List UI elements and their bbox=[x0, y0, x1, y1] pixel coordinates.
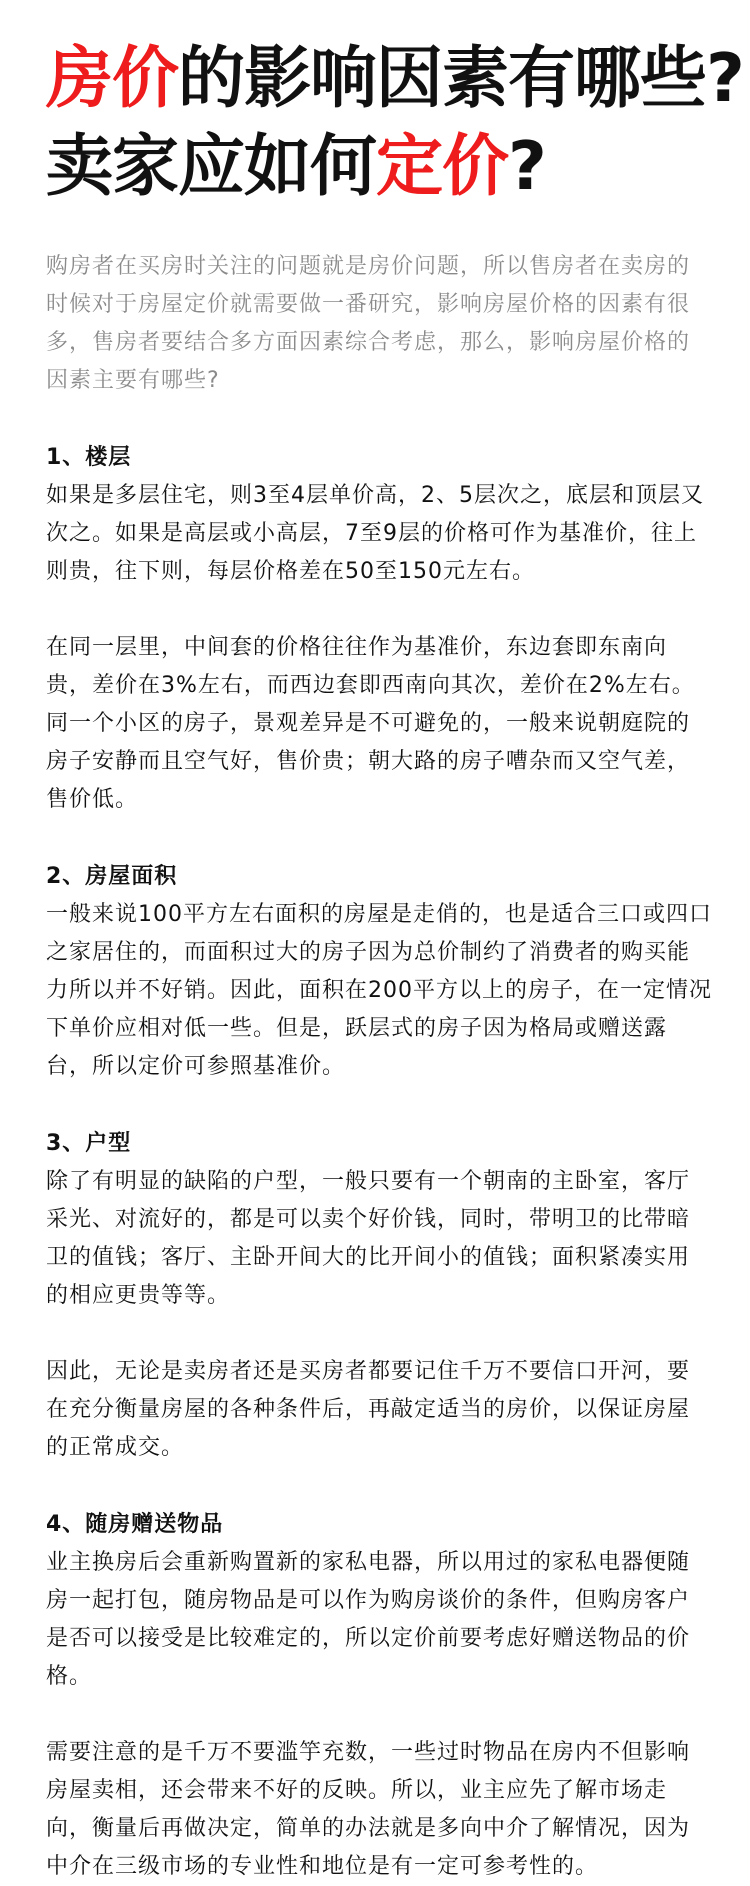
section-heading: 3、户型 bbox=[46, 1131, 132, 1156]
title-highlight-1: 房价 bbox=[46, 39, 178, 117]
title-text-3: ? bbox=[508, 127, 546, 205]
title-highlight-2: 定价 bbox=[376, 127, 508, 205]
title-text-1: 的影响因素有哪些? bbox=[178, 39, 744, 117]
intro-paragraph: 购房者在买房时关注的问题就是房价问题，所以售房者在卖房的时候对于房屋定价就需要做一番研究，影响房屋价格的因素有很多，售房者要结合多方面因素综合考虑，那么，影响房屋价格的因素主要有哪些? bbox=[46, 254, 691, 393]
section-paragraph: 在同一层里，中间套的价格往往作为基准价，东边套即东南向贵，差价在3%左右，而西边套即西南向其次，差价在2%左右。同一个小区的房子，景观差异是不可避免的，一般来说朝庭院的房子安静而且空气好，售价贵；朝大路的房子嘈杂而又空气差，售价低。 bbox=[46, 635, 695, 812]
section-paragraph: 除了有明显的缺陷的户型，一般只要有一个朝南的主卧室，客厅采光、对流好的，都是可以卖个好价钱，同时，带明卫的比带暗卫的值钱；客厅、主卧开间大的比开间小的值钱；面积紧凑实用的相应更贵等等。 bbox=[46, 1169, 691, 1308]
section-paragraph: 一般来说100平方左右面积的房屋是走俏的，也是适合三口或四口之家居住的，而面积过大的房子因为总价制约了消费者的购买能力所以并不好销。因此，面积在200平方以上的房子，在一定情况下单价应相对低一些。但是，跃层式的房子因为格局或赠送露台，所以定价可参照基准价。 bbox=[46, 902, 712, 1079]
section-heading: 2、房屋面积 bbox=[46, 864, 178, 889]
section-layout bbox=[46, 1125, 712, 1467]
section-area bbox=[46, 858, 712, 1086]
section-heading: 1、楼层 bbox=[46, 445, 132, 470]
section-paragraph: 业主换房后会重新购置新的家私电器，所以用过的家私电器便随房一起打包，随房物品是可以作为购房谈价的条件，但购房客户是否可以接受是比较难定的，所以定价前要考虑好赠送物品的价格。 bbox=[46, 1550, 691, 1689]
section-gifts bbox=[46, 1506, 712, 1886]
section-floor bbox=[46, 439, 712, 819]
section-paragraph: 因此，无论是卖房者还是买房者都要记住千万不要信口开河，要在充分衡量房屋的各种条件后，再敲定适当的房价，以保证房屋的正常成交。 bbox=[46, 1359, 691, 1460]
article-title bbox=[46, 34, 744, 210]
title-line-1 bbox=[46, 34, 744, 122]
section-heading: 4、随房赠送物品 bbox=[46, 1512, 224, 1537]
title-text-2: 卖家应如何 bbox=[46, 127, 376, 205]
section-paragraph: 如果是多层住宅，则3至4层单价高，2、5层次之，底层和顶层又次之。如果是高层或小高层，7至9层的价格可作为基准价，往上则贵，往下则，每层价格差在50至150元左右。 bbox=[46, 483, 704, 584]
title-line-2 bbox=[46, 122, 712, 210]
section-paragraph: 需要注意的是千万不要滥竽充数，一些过时物品在房内不但影响房屋卖相，还会带来不好的反映。所以，业主应先了解市场走向，衡量后再做决定，简单的办法就是多向中介了解情况，因为中介在三级市场的专业性和地位是有一定可参考性的。 bbox=[46, 1740, 691, 1879]
